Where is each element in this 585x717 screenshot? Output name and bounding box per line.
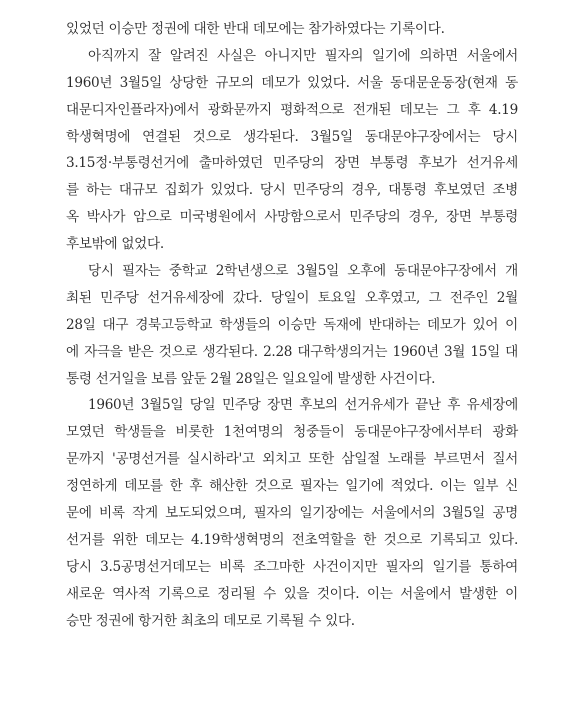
document-body: [66, 16, 518, 634]
text-line: 28일 대구 경북고등학교 학생들의 이승만 독재에 반대하는 데모가 있어 이: [66, 316, 518, 333]
text-line: 대문디자인플라자)에서 광화문까지 평화적으로 전개된 데모는 그 후 4.19: [66, 101, 518, 118]
paragraph-3: [66, 258, 518, 392]
text-line: 최된 민주당 선거유세장에 갔다. 당일이 토요일 오후였고, 그 전주인 2월: [66, 289, 518, 306]
text-line: 정연하게 데모를 한 후 해산한 것으로 필자는 일기에 적었다. 이는 일부 신: [66, 478, 518, 495]
text-line: 1960년 3월5일 당일 민주당 장면 후보의 선거유세가 끝난 후 유세장에: [88, 397, 518, 414]
text-line: 통령 선거일을 보름 앞둔 2월 28일은 일요일에 발생한 사건이다.: [66, 370, 436, 387]
text-line: 당시 필자는 중학교 2학년생으로 3월5일 오후에 동대문야구장에서 개: [88, 263, 518, 280]
text-line: 학생혁명에 연결된 것으로 생각된다. 3월5일 동대문야구장에서는 당시: [66, 128, 518, 145]
text-line: 당시 3.5공명선거데모는 비록 조그마한 사건이지만 필자의 일기를 통하여: [66, 558, 518, 575]
text-line: 를 하는 대규모 집회가 있었다. 당시 민주당의 경우, 대통령 후보였던 조병: [66, 182, 518, 199]
text-line: 에 자극을 받은 것으로 생각된다. 2.28 대구학생의거는 1960년 3월 15일 대: [66, 343, 518, 360]
text-line: 문에 비록 작게 보도되었으며, 필자의 일기장에는 서울에서의 3월5일 공명: [66, 505, 518, 522]
text-line: 문까지 '공명선거를 실시하라'고 외치고 또한 삼일절 노래를 부르면서 질서: [66, 451, 518, 468]
text-line: 있었던 이승만 정권에 대한 반대 데모에는 참가하였다는 기록이다.: [66, 21, 445, 37]
paragraph-1: [66, 16, 518, 43]
text-line: 승만 정권에 항거한 최초의 데모로 기록될 수 있다.: [66, 612, 355, 629]
text-line: 모였던 학생들을 비롯한 1천여명의 청중들이 동대문야구장에서부터 광화: [66, 424, 518, 441]
text-line: 선거를 위한 데모는 4.19학생혁명의 전초역할을 한 것으로 기록되고 있다.: [66, 531, 518, 548]
text-line: 새로운 역사적 기록으로 정리될 수 있을 것이다. 이는 서울에서 발생한 이: [66, 585, 518, 602]
paragraph-4: [66, 392, 518, 634]
text-line: 1960년 3월5일 상당한 규모의 데모가 있었다. 서울 동대문운동장(현재 동: [66, 74, 518, 91]
text-line: 옥 박사가 암으로 미국병원에서 사망함으로서 민주당의 경우, 장면 부통령: [66, 209, 518, 226]
paragraph-2: [66, 43, 518, 258]
text-line: 아직까지 잘 알려진 사실은 아니지만 필자의 일기에 의하면 서울에서: [88, 47, 518, 64]
text-line: 후보밖에 없었다.: [66, 236, 164, 253]
text-line: 3.15정·부통령선거에 출마하였던 민주당의 장면 부통령 후보가 선거유세: [66, 155, 518, 172]
